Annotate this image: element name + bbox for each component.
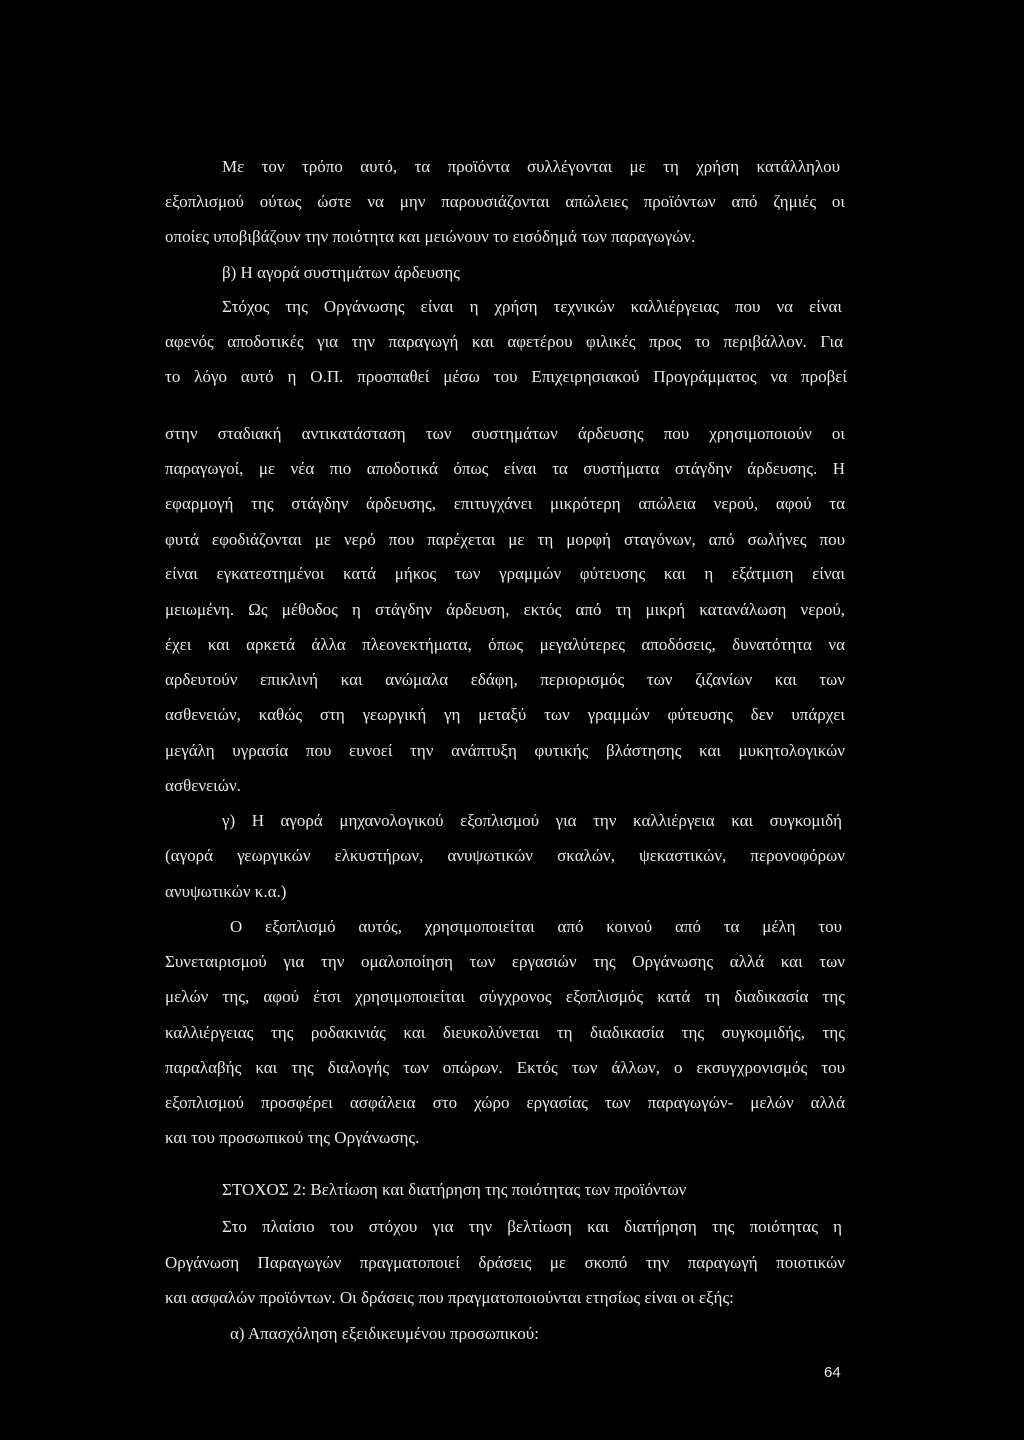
text-line: Στόχος της Οργάνωσης είναι η χρήση τεχνικών καλλιέργειας που να είναι xyxy=(222,297,842,316)
text-line: στην σταδιακή αντικατάσταση των συστημάτων άρδευσης που χρησιμοποιούν οι xyxy=(165,424,845,443)
text-line: και ασφαλών προϊόντων. Οι δράσεις που πραγματοποιούνται ετησίως είναι οι εξής: xyxy=(165,1288,734,1307)
text-line: ασθενειών, καθώς στη γεωργική γη μεταξύ των γραμμών φύτευσης δεν υπάρχει xyxy=(165,705,845,724)
text-line: μεγάλη υγρασία που ευνοεί την ανάπτυξη φυτικής βλάστησης και μυκητολογικών xyxy=(165,741,845,760)
text-line: α) Απασχόληση εξειδικευμένου προσωπικού: xyxy=(230,1324,539,1343)
text-line: ασθενειών. xyxy=(165,776,241,795)
text-line: το λόγο αυτό η Ο.Π. προσπαθεί μέσω του Επιχειρησιακού Προγράμματος να προβεί xyxy=(165,367,847,386)
text-line: και του προσωπικού της Οργάνωσης. xyxy=(165,1128,420,1147)
text-line: ανυψωτικών κ.α.) xyxy=(165,882,287,901)
text-line: εξοπλισμού προσφέρει ασφάλεια στο χώρο εργασίας των παραγωγών- μελών αλλά xyxy=(165,1093,845,1112)
text-line: οποίες υποβιβάζουν την ποιότητα και μειώνουν το εισόδημά των παραγωγών. xyxy=(165,227,696,246)
text-line: (αγορά γεωργικών ελκυστήρων, ανυψωτικών σκαλών, ψεκαστικών, περονοφόρων xyxy=(165,846,845,865)
text-line: έχει και αρκετά άλλα πλεονεκτήματα, όπως μεγαλύτερες αποδόσεις, δυνατότητα να xyxy=(165,635,845,654)
text-line: Στο πλαίσιο του στόχου για την βελτίωση και διατήρηση της ποιότητας η xyxy=(222,1217,842,1236)
text-line: μελών της, αφού έτσι χρησιμοποιείται σύγχρονος εξοπλισμός κατά τη διαδικασία της xyxy=(165,987,845,1006)
text-line: φυτά εφοδιάζονται με νερό που παρέχεται με τη μορφή σταγόνων, από σωλήνες που xyxy=(165,530,845,549)
section-heading: γ) Η αγορά μηχανολογικού εξοπλισμού για την καλλιέργεια και συγκομιδή xyxy=(222,811,842,830)
text-line: μειωμένη. Ως μέθοδος η στάγδην άρδευση, εκτός από τη μικρή κατανάλωση νερού, xyxy=(165,600,845,619)
text-line: Με τον τρόπο αυτό, τα προϊόντα συλλέγονται με τη χρήση κατάλληλου xyxy=(222,157,840,176)
text-line: Συνεταιρισμού για την ομαλοποίηση των εργασιών της Οργάνωσης αλλά και των xyxy=(165,952,845,971)
text-line: καλλιέργειας της ροδακινιάς και διευκολύνεται τη διαδικασία της συγκομιδής, της xyxy=(165,1023,845,1042)
section-heading: β) Η αγορά συστημάτων άρδευσης xyxy=(222,263,460,282)
text-line: είναι εγκατεστημένοι κατά μήκος των γραμμών φύτευσης και η εξάτμιση είναι xyxy=(165,564,845,583)
text-line: αφενός αποδοτικές για την παραγωγή και αφετέρου φιλικές προς το περιβάλλον. Για xyxy=(165,332,843,351)
text-line: παραγωγοί, με νέα πιο αποδοτικά όπως είναι τα συστήματα στάγδην άρδευσης. Η xyxy=(165,459,845,478)
text-line: εφαρμογή της στάγδην άρδευσης, επιτυγχάνει μικρότερη απώλεια νερού, αφού τα xyxy=(165,494,845,513)
text-line: παραλαβής και της διαλογής των οπώρων. Εκτός των άλλων, ο εκσυγχρονισμός του xyxy=(165,1058,845,1077)
section-heading: ΣΤΟΧΟΣ 2: Βελτίωση και διατήρηση της ποιότητας των προϊόντων xyxy=(222,1180,687,1199)
text-line: Ο εξοπλισμό αυτός, χρησιμοποιείται από κοινού από τα μέλη του xyxy=(230,917,842,936)
page-number: 64 xyxy=(824,1364,841,1381)
text-line: εξοπλισμού ούτως ώστε να μην παρουσιάζονται απώλειες προϊόντων από ζημιές οι xyxy=(165,192,845,211)
text-line: αρδευτούν επικλινή και ανώμαλα εδάφη, περιορισμός των ζιζανίων και των xyxy=(165,670,845,689)
text-line: Οργάνωση Παραγωγών πραγματοποιεί δράσεις με σκοπό την παραγωγή ποιοτικών xyxy=(165,1253,845,1272)
